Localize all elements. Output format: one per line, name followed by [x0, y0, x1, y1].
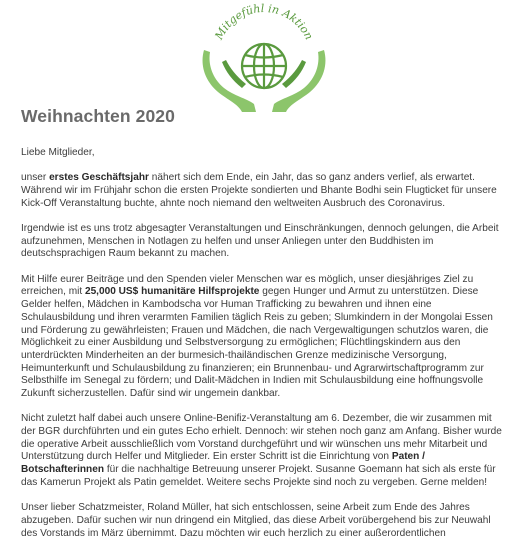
paragraph-2: Irgendwie ist es uns trotz abgesagter Veranstaltungen und Einschränkungen, dennoch gelungen, die Arbeit aufzunehmen, Menschen in Notlagen zu helfen und unser Anliegen unter den Buddhisten im deutschsprachigen Raum bekannt zu machen. [21, 223, 499, 260]
paragraph-3 [21, 274, 507, 401]
p1-text-c: nähert sich dem Ende, ein Jahr, das so ganz anders verlief, als erwartet. Während wir im Frühjahr schon die ersten Projekte sondierten und Bhante Bodhi sein Flugticket für unsere Kick-Off Veranstaltung buchte, ahnte noch niemand den weltweiten Ausbruch des Coronavirus. [21, 172, 497, 209]
paragraph-4 [21, 413, 507, 489]
paragraph-1 [21, 172, 507, 210]
p3-text-c: gegen Hunger und Armut zu unterstützen. Diese Gelder helfen, Mädchen in Kambodscha vor Human Trafficking zu bewahren und ihnen eine Schulausbildung und ihren verarmten Familien täglich Reis zu geben; Slumkindern in der Mongolai Essen und Förderung zu gewährleisten; Frauen und Mädchen, die nach Vergewaltigungen schutzlos waren, die Möglichkeit zu einer Ausbildung und Selbstversorgung zu ermöglichen; Flüchtlingskindern aus den unterdrückten Minderheiten an der burmesich-thailändischen Grenze medizinische Versorgung, Heimunterkunft und Schulausbildung zu finanzieren; ein Brunnenbau- und Agrarwirtschaftprogramm zur Selbsthilfe im Senegal zu fördern; und Dalit-Mädchen in Indien mit Schulausbildung eine hoffnungsvolle Zukunft sicherzustellen. Dafür sind wir ungemein dankbar. [21, 286, 493, 400]
greeting: Liebe Mitglieder, [21, 147, 95, 158]
p4-text-c: für die nachhaltige Betreuung unserer Projekt. Susanne Goemann hat sich als erste für das Kamerun Projekt als Patin gemeldet. Weitere sechs Projekte sind noch zu vergeben. Gerne melden! [21, 464, 496, 488]
mitgefuehl-in-aktion-logo [196, 0, 332, 112]
p4-bold: Paten / Botschafterinnen [21, 451, 425, 476]
p1-bold: erstes Geschäftsjahr [49, 172, 149, 184]
p4-text-a: Nicht zuletzt half dabei auch unsere Online-Benifiz-Veranstaltung am 6. Dezember, die wir zusammen mit der BGR durchführten und ein gutes Echo erhielt. Dennoch: wir stehen noch ganz am Anfang. Bisher wurde die operative Arbeit ausschließlich vom Vorstand durchgeführt und wir wünschen uns mehr Mitarbeit und Unterstützung durch Helfer und Mitglieder. Ein erster Schritt ist die Einrichtung von [21, 413, 502, 463]
p3-text-a: Mit Hilfe eurer Beiträge und den Spenden vieler Menschen war es möglich, unser diesjähriges Ziel zu erreichen, mit [21, 273, 474, 298]
paragraph-5: Unser lieber Schatzmeister, Roland Müller, hat sich entschlossen, seine Arbeit zum Ende des Jahres abzugeben. Dafür suchen wir nun dringend ein Mitglied, das diese Arbeit vorübergehend bis zur Neuwahl des Vorstands im März übernimmt. Dazu möchten wir euch herzlich zu einer außerordentlichen [21, 502, 491, 539]
globe-icon [242, 44, 286, 88]
letter-body [21, 147, 507, 553]
logo-arc-text: Mitgefühl in Aktion [212, 1, 316, 42]
p3-bold: 25,000 US$ humanitäre Hilfsprojekte [84, 286, 260, 298]
page-title: Weihnachten 2020 [21, 106, 175, 126]
p1-text-a: unser [21, 172, 50, 184]
